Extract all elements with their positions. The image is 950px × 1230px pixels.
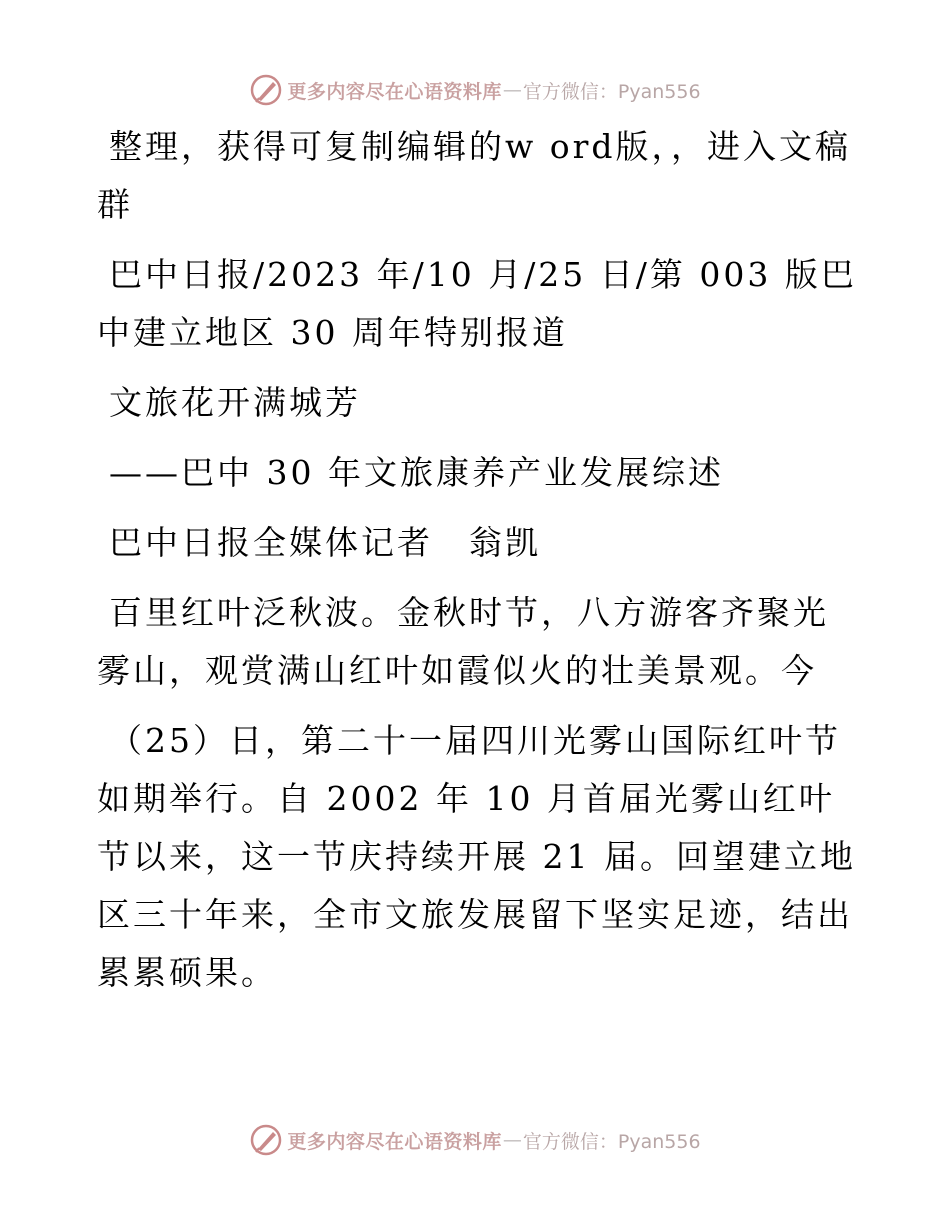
watermark-contact: 官方微信：Pyan556 bbox=[522, 80, 701, 103]
header-watermark bbox=[0, 70, 950, 110]
byline: 巴中日报全媒体记者 翁凯 bbox=[109, 523, 541, 562]
paragraph-1: 整理，获得可复制编辑的w ord版，，进入文稿群 bbox=[97, 127, 852, 224]
quill-logo-icon bbox=[249, 1123, 283, 1157]
watermark-text: 更多内容尽在心语资料库 bbox=[287, 1130, 502, 1153]
article-title: 文旅花开满城芳 bbox=[109, 383, 361, 422]
paragraph-2: 巴中日报/2023 年/10 月/25 日/第 003 版巴中建立地区 30 周年特别报道 bbox=[97, 255, 857, 352]
watermark-separator: — bbox=[502, 79, 522, 101]
article-subtitle: ——巴中 30 年文旅康养产业发展综述 bbox=[109, 453, 724, 492]
watermark-separator: — bbox=[502, 1129, 522, 1151]
watermark-contact: 官方微信：Pyan556 bbox=[522, 1130, 701, 1153]
paragraph-6: 百里红叶泛秋波。金秋时节，八方游客齐聚光雾山，观赏满山红叶如霞似火的壮美景观。今 bbox=[97, 593, 829, 690]
watermark-text: 更多内容尽在心语资料库 bbox=[287, 80, 502, 103]
footer-watermark bbox=[0, 1120, 950, 1160]
paragraph-7: （25）日，第二十一届四川光雾山国际红叶节如期举行。自 2002 年 10 月首届光雾山红叶节以来，这一节庆持续开展 21 届。回望建立地区三十年来，全市文旅发展留下坚实足迹，结出累累硕果。 bbox=[97, 721, 856, 992]
quill-logo-icon bbox=[249, 73, 283, 107]
document-body bbox=[97, 118, 857, 1014]
